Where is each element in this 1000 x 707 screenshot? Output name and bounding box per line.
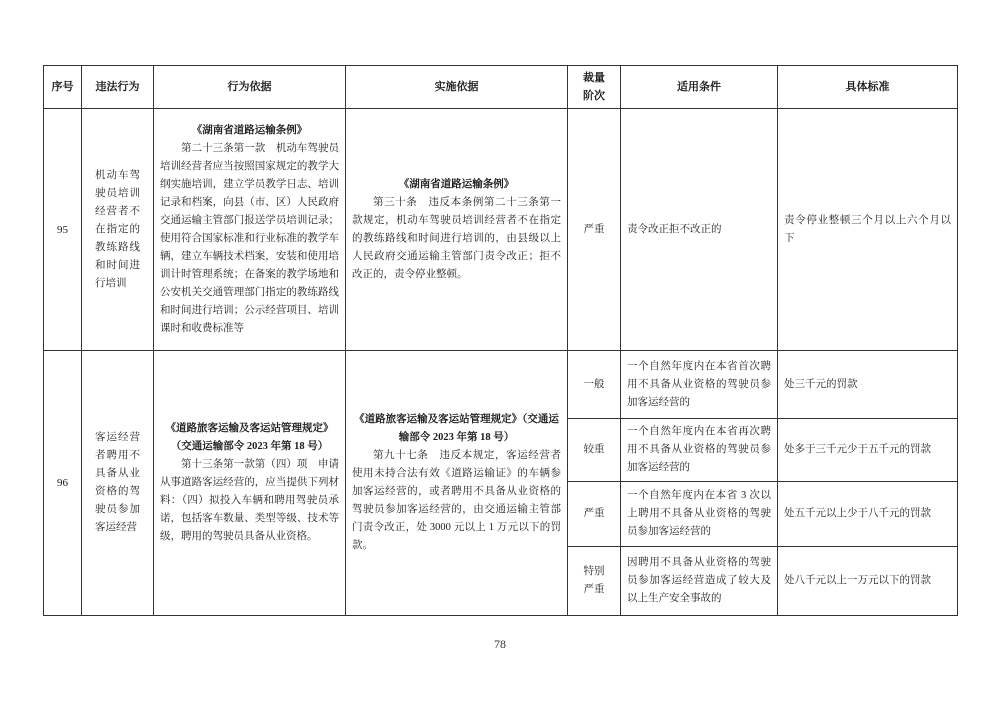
- col-header-specific-standard: 具体标准: [778, 66, 958, 109]
- implementation-basis-body: 第九十七条 违反本规定，客运经营者使用未持合法有效《道路运输证》的车辆参加客运经营的，或者聘用不具备从业资格的驾驶员参加客运经营的，由交通运输主管部门责令改正，处 3000 元以上 1 万元以下的罚款。: [352, 450, 561, 551]
- implementation-basis: [346, 109, 568, 351]
- applicable-condition: 一个自然年度内在本省 3 次以上聘用不具备从业资格的驾驶员参加客运经营的: [621, 482, 778, 547]
- behavior-basis-body: 第十三条第一款第（四）项 申请从事道路客运经营的，应当提供下列材料：（四）拟投入车辆和聘用驾驶员承诺，包括客车数量、类型等级、技术等级，聘用的驾驶员具备从业资格。: [160, 459, 339, 542]
- applicable-condition: 一个自然年度内在本省首次聘用不具备从业资格的驾驶员参加客运经营的: [621, 351, 778, 419]
- behavior-basis-body: 第二十三条第一款 机动车驾驶员培训经营者应当按照国家规定的教学大纲实施培训，建立学员教学日志、培训记录和档案，向县（市、区）人民政府交通运输主管部门报送学员培训记录；使用符合国家标准和行业标准的教学车辆，建立车辆技术档案，安装和使用培训计时管理系统；在备案的教学场地和公安机关交通管理部门指定的教练路线和时间进行培训；公示经营项目、培训课时和收费标准等: [160, 142, 339, 334]
- col-header-applicable-condition: 适用条件: [621, 66, 778, 109]
- specific-standard: 处五千元以上少于八千元的罚款: [778, 482, 958, 547]
- table-row-95: [44, 109, 958, 351]
- discretion-header-line1: 裁量: [583, 72, 605, 84]
- applicable-condition: 因聘用不具备从业资格的驾驶员参加客运经营造成了较大及以上生产安全事故的: [621, 547, 778, 616]
- discretion-level: 一般: [568, 351, 621, 419]
- applicable-condition: 责令改正拒不改正的: [621, 109, 778, 351]
- violation-behavior-text: 客运经营者聘用不具备从业资格的驾驶员参加客运经营: [95, 432, 140, 533]
- implementation-basis-title: 《道路旅客运输及客运站管理规定》（交通运输部令 2023 年第 18 号）: [354, 414, 559, 443]
- col-header-serial: 序号: [44, 66, 82, 109]
- specific-standard: 处三千元的罚款: [778, 351, 958, 419]
- penalty-discretion-table: [43, 65, 958, 616]
- specific-standard: 处八千元以上一万元以下的罚款: [778, 547, 958, 616]
- behavior-basis-title: 《湖南省道路运输条例》: [191, 124, 308, 136]
- table-header-row: [44, 66, 958, 109]
- discretion-level: 特别严重: [568, 547, 621, 616]
- implementation-basis: [346, 351, 568, 616]
- col-header-discretion-level: [568, 66, 621, 109]
- violation-behavior: [82, 351, 154, 616]
- implementation-basis-body: 第三十条 违反本条例第二十三条第一款规定，机动车驾驶员培训经营者不在指定的教练路线和时间进行培训的，由县级以上人民政府交通运输主管部门责令改正；拒不改正的，责令停业整顿。: [352, 196, 561, 280]
- applicable-condition: 一个自然年度内在本省再次聘用不具备从业资格的驾驶员参加客运经营的: [621, 419, 778, 482]
- page-number: 78: [494, 637, 506, 651]
- col-header-implementation-basis: 实施依据: [346, 66, 568, 109]
- specific-standard: 责令停业整顿三个月以上六个月以下: [778, 109, 958, 351]
- discretion-level: 严重: [568, 482, 621, 547]
- violation-behavior-text: 机动车驾驶员培训经营者不在指定的教练路线和时间进行培训: [95, 169, 140, 289]
- violation-behavior: [82, 109, 154, 351]
- behavior-basis: [154, 109, 346, 351]
- implementation-basis-title: 《湖南省道路运输条例》: [398, 178, 515, 190]
- table-row-96: [44, 351, 958, 419]
- col-header-behavior-basis: 行为依据: [154, 66, 346, 109]
- discretion-level: 较重: [568, 419, 621, 482]
- discretion-level: 严重: [568, 109, 621, 351]
- col-header-violation: 违法行为: [82, 66, 154, 109]
- specific-standard: 处多于三千元少于五千元的罚款: [778, 419, 958, 482]
- row-number: 95: [44, 109, 82, 351]
- behavior-basis-title: 《道路旅客运输及客运站管理规定》（交通运输部令 2023 年第 18 号）: [165, 423, 334, 452]
- discretion-header-line2: 阶次: [583, 90, 605, 102]
- row-number: 96: [44, 351, 82, 616]
- behavior-basis: [154, 351, 346, 616]
